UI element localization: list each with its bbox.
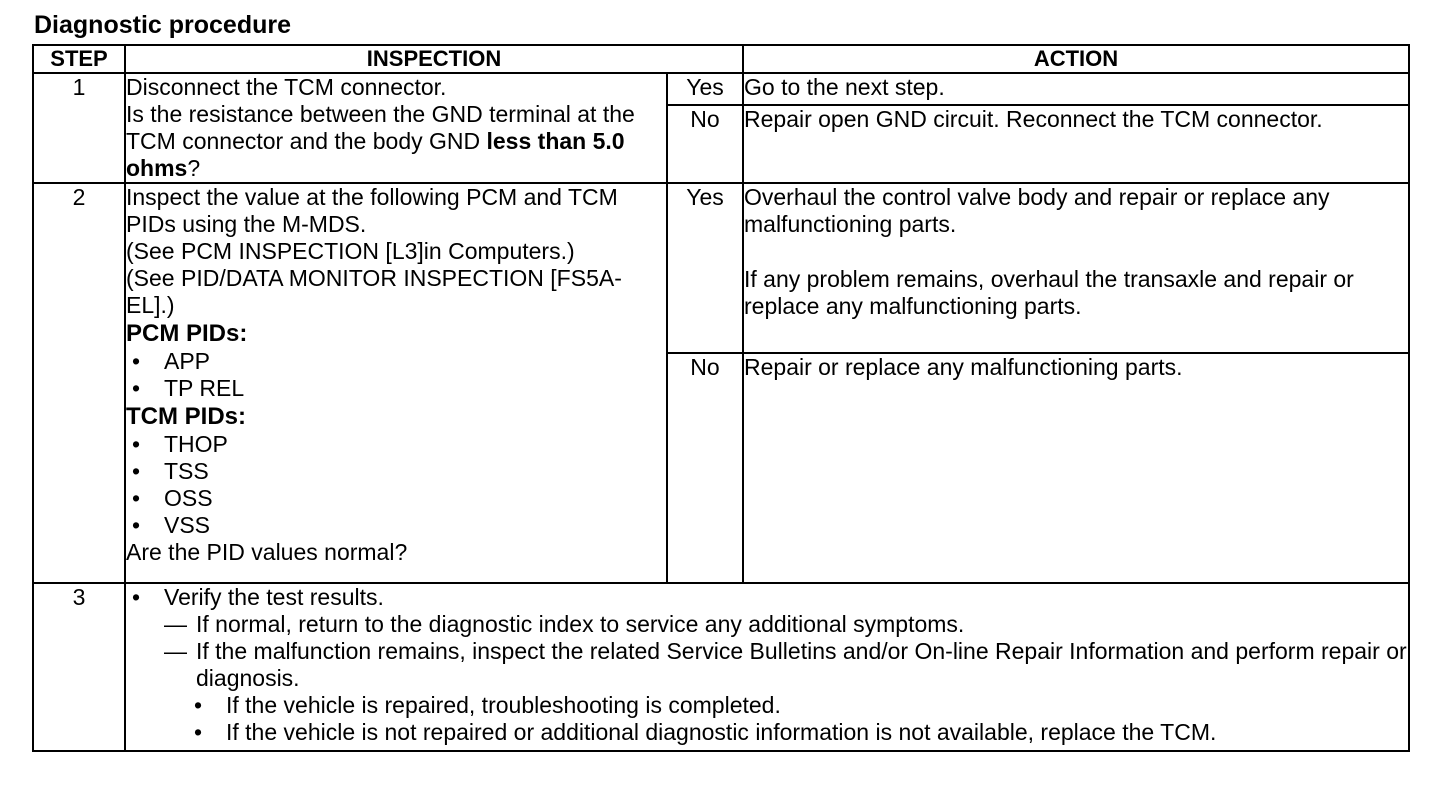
- no-label: No: [667, 105, 743, 183]
- yes-action-text: If any problem remains, overhaul the transaxle and repair or replace any malfunctioning parts.: [744, 266, 1354, 319]
- list-item: • VSS: [126, 512, 666, 539]
- inspection-text: Disconnect the TCM connector.: [126, 74, 447, 100]
- action-header: ACTION: [743, 45, 1409, 73]
- inspection-text: Inspect the value at the following PCM and TCM PIDs using the M-MDS.: [126, 184, 618, 237]
- header-row: [33, 45, 1409, 73]
- no-label: No: [667, 353, 743, 583]
- yes-action: [743, 183, 1409, 353]
- list-item: • OSS: [126, 485, 666, 512]
- step-1-inspection: [125, 73, 667, 183]
- yes-action-text: Overhaul the control valve body and repair or replace any malfunctioning parts.: [744, 184, 1330, 237]
- step-1-yes-row: [33, 73, 1409, 105]
- step-3-content: [125, 583, 1409, 751]
- reference-text: (See PCM INSPECTION [L3]in Computers.): [126, 238, 575, 264]
- dash-item: — If normal, return to the diagnostic index to service any additional symptoms.: [126, 611, 1408, 638]
- inspection-header: INSPECTION: [125, 45, 743, 73]
- step-header: STEP: [33, 45, 125, 73]
- step-number: 2: [33, 183, 125, 583]
- no-action: Repair open GND circuit. Reconnect the TCM connector.: [743, 105, 1409, 183]
- step-number: 3: [33, 583, 125, 751]
- inspection-question: Are the PID values normal?: [126, 539, 408, 565]
- step-3-row: [33, 583, 1409, 751]
- step-2-inspection: [125, 183, 667, 583]
- yes-label: Yes: [667, 73, 743, 105]
- no-action: Repair or replace any malfunctioning parts.: [743, 353, 1409, 583]
- yes-label: Yes: [667, 183, 743, 353]
- dash-item: — If the malfunction remains, inspect the related Service Bulletins and/or On-line Repair Information and perform repair or diagnosis.: [126, 638, 1408, 692]
- list-item: • TP REL: [126, 375, 666, 402]
- pcm-pid-list: [126, 348, 666, 402]
- sub-bullet-item: • If the vehicle is repaired, troubleshooting is completed.: [126, 692, 1408, 719]
- pcm-pids-heading: PCM PIDs:: [126, 320, 248, 347]
- list-item: • TSS: [126, 458, 666, 485]
- step-number: 1: [33, 73, 125, 183]
- list-item: • THOP: [126, 431, 666, 458]
- document-title: Diagnostic procedure: [34, 11, 291, 39]
- list-item: • APP: [126, 348, 666, 375]
- diagnostic-procedure-table: [32, 44, 1410, 752]
- tcm-pid-list: [126, 431, 666, 539]
- step-2-yes-row: [33, 183, 1409, 353]
- sub-bullet-item: • If the vehicle is not repaired or additional diagnostic information is not available, replace the TCM.: [126, 719, 1408, 746]
- inspection-question: Is the resistance between the GND terminal at the TCM connector and the body GND less than 5.0 ohms?: [126, 101, 635, 181]
- list-item: • Verify the test results.: [126, 584, 1408, 611]
- tcm-pids-heading: TCM PIDs:: [126, 403, 246, 430]
- reference-text: (See PID/DATA MONITOR INSPECTION [FS5A-EL].): [126, 265, 622, 318]
- yes-action: Go to the next step.: [743, 73, 1409, 105]
